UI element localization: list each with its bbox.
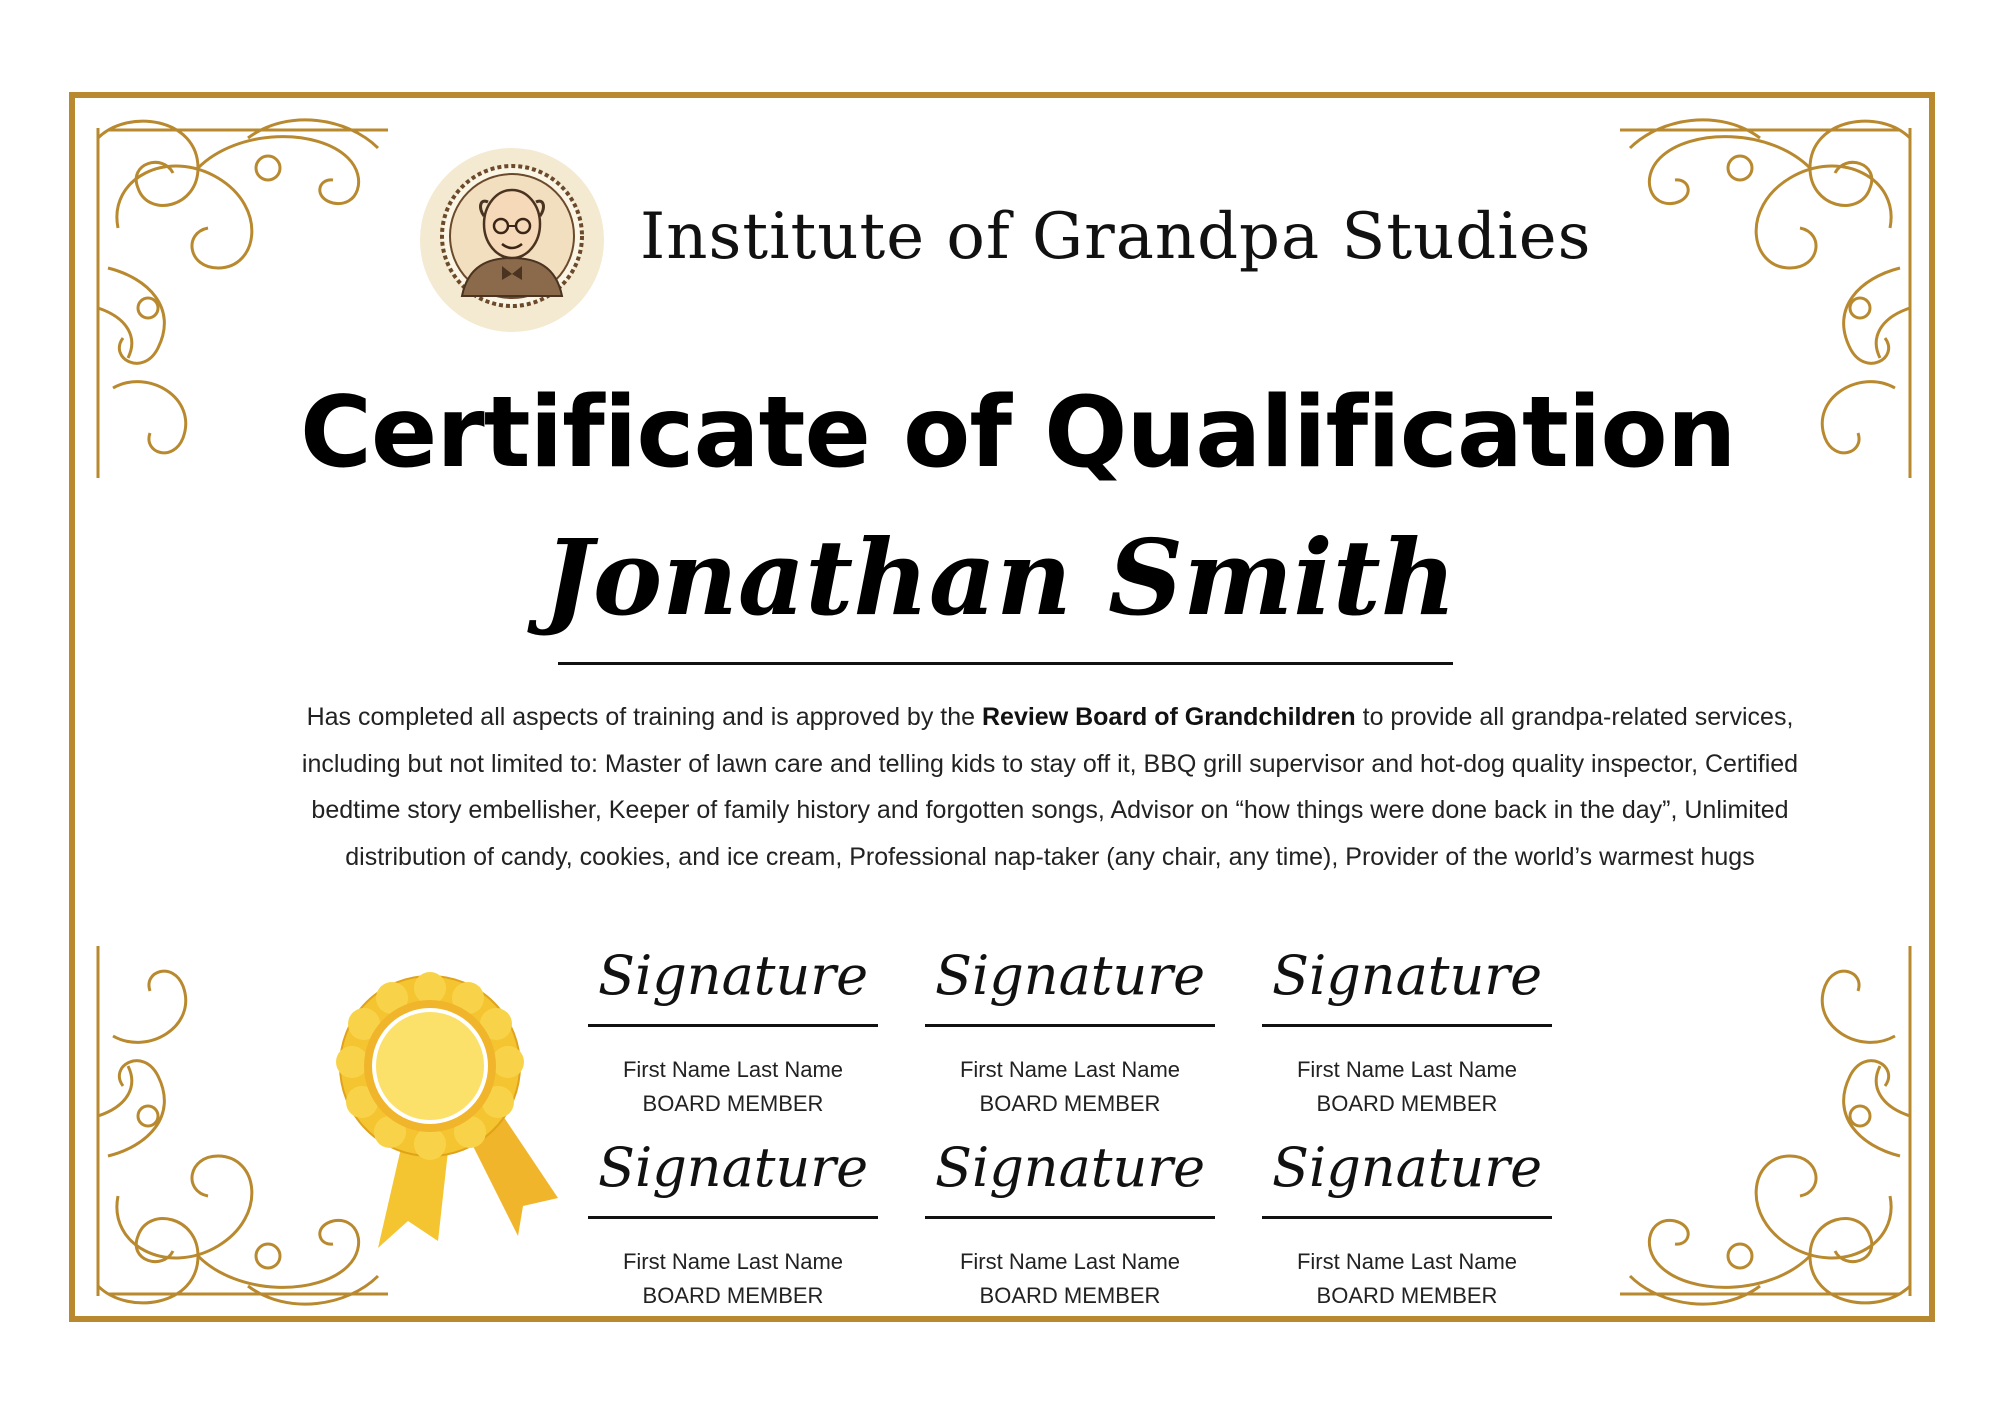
signature-line	[925, 1216, 1215, 1219]
signer-name: First Name Last Name	[622, 1249, 844, 1274]
signature-script: Signature	[1271, 944, 1543, 1007]
signer-role: BOARD MEMBER	[642, 1283, 824, 1308]
ornament-corner-icon	[1600, 936, 1920, 1316]
grandpa-portrait-icon	[418, 146, 606, 334]
signer-name: First Name Last Name	[1296, 1057, 1518, 1082]
signature-script: Signature	[597, 944, 869, 1007]
signature-line	[1262, 1216, 1552, 1219]
signature-script: Signature	[934, 944, 1206, 1007]
signature-line	[1262, 1024, 1552, 1027]
review-board-name: Review Board of Grandchildren	[981, 703, 1356, 731]
signature-script: Signature	[934, 1136, 1206, 1199]
signature-block	[925, 1128, 1215, 1313]
recipient-underline	[558, 662, 1453, 665]
institute-name: Institute of Grandpa Studies	[640, 200, 1592, 274]
signer-role: BOARD MEMBER	[642, 1091, 824, 1116]
signature-line	[588, 1024, 878, 1027]
signature-block	[925, 936, 1215, 1121]
signature-line	[588, 1216, 878, 1219]
signer-name: First Name Last Name	[622, 1057, 844, 1082]
certificate-description	[290, 694, 1810, 880]
signature-block	[588, 936, 878, 1121]
signer-role: BOARD MEMBER	[1316, 1091, 1498, 1116]
signer-role: BOARD MEMBER	[979, 1283, 1161, 1308]
signature-block	[1262, 936, 1552, 1121]
signer-name: First Name Last Name	[959, 1249, 1181, 1274]
signer-role: BOARD MEMBER	[979, 1091, 1161, 1116]
description-prefix: Has completed all aspects of training and is approved by the	[306, 703, 982, 731]
signature-script: Signature	[1271, 1136, 1543, 1199]
signature-script: Signature	[597, 1136, 869, 1199]
signer-role: BOARD MEMBER	[1316, 1283, 1498, 1308]
signature-block	[1262, 1128, 1552, 1313]
description-suffix: to provide all grandpa-related services, including but not limited to: Master of lawn care and telling kids to stay off it, BBQ grill supervisor and hot-dog quality inspector, Certified bedtime story embellisher, Keeper of family history and forgotten songs, Advisor on “how things were done back in the day”, Unlimited distribution of candy, cookies, and ice cream, Professional nap-taker (any chair, any time), Provider of the world’s warmest hugs	[301, 703, 1799, 871]
signature-line	[925, 1024, 1215, 1027]
signature-block	[588, 1128, 878, 1313]
certificate-title: Certificate of Qualification	[300, 376, 1736, 490]
recipient-name: Jonathan Smith	[543, 516, 1457, 639]
signer-name: First Name Last Name	[959, 1057, 1181, 1082]
award-ribbon-icon	[318, 966, 568, 1256]
signer-name: First Name Last Name	[1296, 1249, 1518, 1274]
